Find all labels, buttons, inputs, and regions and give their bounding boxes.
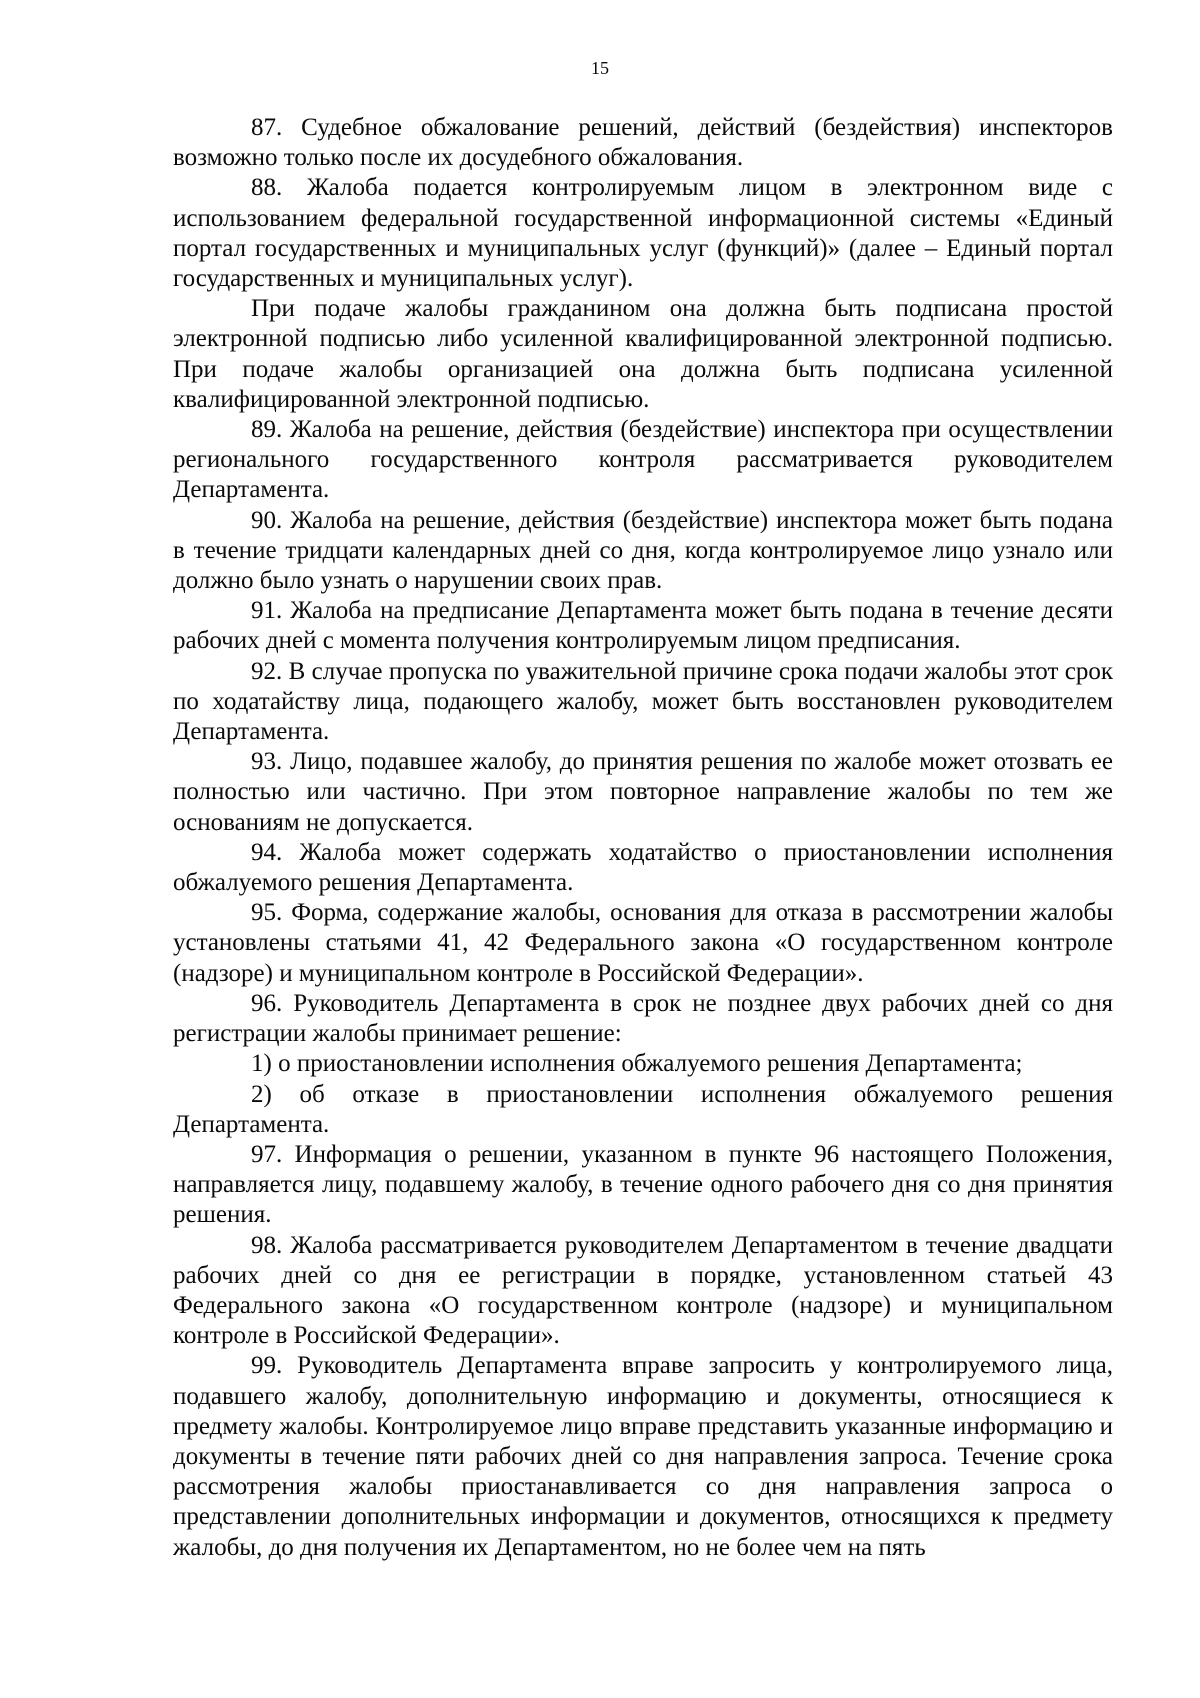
paragraph-99: 99. Руководитель Департамента вправе запросить у контролируемого лица, подавшего жалобу, дополнительную информацию и документы, относящиеся к предмету жалобы. Контролируемое лицо вправе представить указанные информацию и документы в течение пяти рабочих дней со дня направления запроса. Течение срока рассмотрения жалобы приостанавливается со дня направления запроса о представлении дополнительных информации и документов, относящихся к предмету жалобы, до дня получения их Департаментом, но не более чем на пять	[173, 1352, 1113, 1561]
paragraph-96-item-2: 2) об отказе в приостановлении исполнения обжалуемого решения Департамента.	[173, 1080, 1113, 1138]
paragraph-96-item-1: 1) о приостановлении исполнения обжалуемого решения Департамента;	[251, 1050, 1023, 1078]
paragraph-96: 96. Руководитель Департамента в срок не позднее двух рабочих дней со дня регистрации жалобы принимает решение:	[173, 989, 1113, 1048]
document-body	[173, 113, 1113, 1563]
paragraph-94: 94. Жалоба может содержать ходатайство о приостановлении исполнения обжалуемого решения Департамента.	[173, 838, 1113, 897]
paragraph-87: 87. Судебное обжалование решений, действий (бездействия) инспекторов возможно только после их досудебного обжалования.	[173, 114, 1113, 172]
paragraph-93: 93. Лицо, подавшее жалобу, до принятия решения по жалобе может отозвать ее полностью или частично. При этом повторное направление жалобы по тем же основаниям не допускается.	[173, 748, 1113, 836]
paragraph-90: 90. Жалоба на решение, действия (бездействие) инспектора может быть подана в течение тридцати календарных дней со дня, когда контролируемое лицо узнало или должно было узнать о нарушении своих прав.	[173, 506, 1113, 595]
paragraph-88-signature: При подаче жалобы гражданином она должна быть подписана простой электронной подписью либо усиленной квалифицированной электронной подписью. При подаче жалобы организацией она должна быть подписана усиленной квалифицированной электронной подписью.	[173, 295, 1113, 413]
page-number: 15	[591, 58, 609, 78]
paragraph-91: 91. Жалоба на предписание Департамента может быть подана в течение десяти рабочих дней с момента получения контролируемым лицом предписания.	[173, 597, 1113, 655]
paragraph-95: 95. Форма, содержание жалобы, основания для отказа в рассмотрении жалобы установлены статьями 41, 42 Федерального закона «О государственном контроле (надзоре) и муниципальном контроле в Российской Федерации».	[173, 899, 1113, 987]
paragraph-98: 98. Жалоба рассматривается руководителем Департаментом в течение двадцати рабочих дней со дня ее регистрации в порядке, установленном статьей 43 Федерального закона «О государственном контроле (надзоре) и муниципальном контроле в Российской Федерации».	[173, 1231, 1113, 1350]
paragraph-89: 89. Жалоба на решение, действия (бездействие) инспектора при осуществлении регионального государственного контроля рассматривается руководителем Департамента.	[173, 416, 1113, 504]
paragraph-88: 88. Жалоба подается контролируемым лицом в электронном виде с использованием федеральной государственной информационной системы «Единый портал государственных и муниципальных услуг (функций)» (далее – Единый портал государственных и муниципальных услуг).	[173, 174, 1113, 293]
paragraph-97: 97. Информация о решении, указанном в пункте 96 настоящего Положения, направляется лицу, подавшему жалобу, в течение одного рабочего дня со дня принятия решения.	[173, 1140, 1113, 1229]
paragraph-92: 92. В случае пропуска по уважительной причине срока подачи жалобы этот срок по ходатайству лица, подающего жалобу, может быть восстановлен руководителем Департамента.	[173, 657, 1113, 746]
